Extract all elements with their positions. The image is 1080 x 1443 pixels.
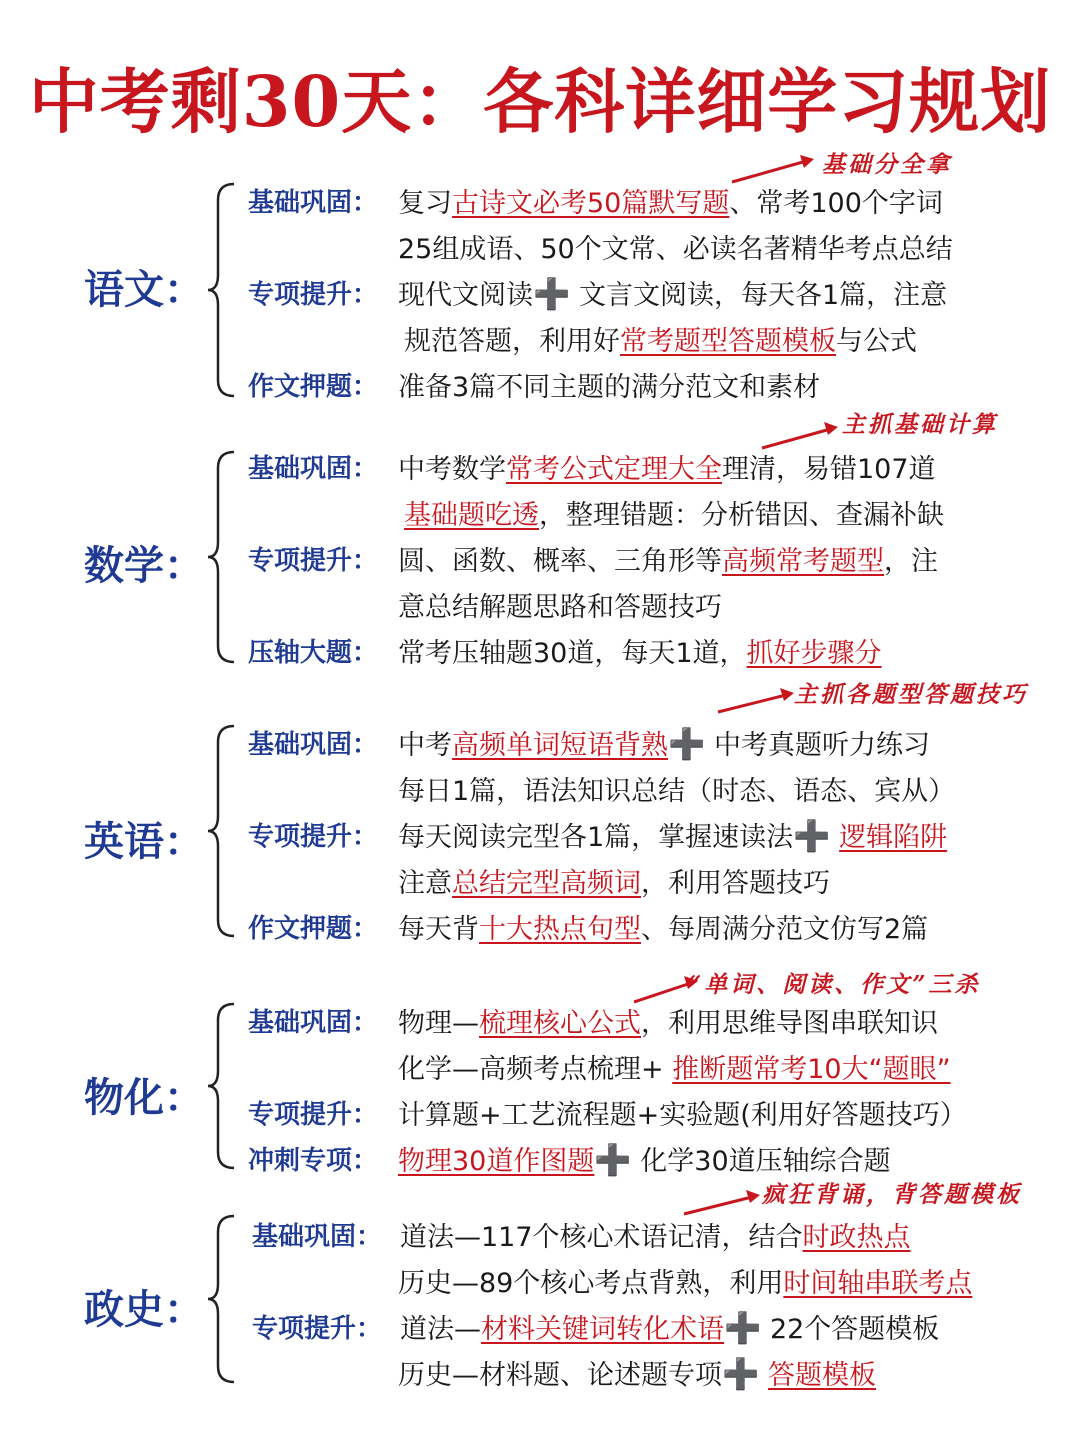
brace-polhist	[206, 1212, 238, 1386]
text-line: 复习古诗文必考50篇默写题、常考100个字词	[398, 188, 943, 219]
label-basics: 基础巩固：	[248, 1008, 379, 1038]
plus-icon: ➕	[724, 1311, 762, 1346]
subject-math: 数学：	[84, 542, 204, 589]
text-line: 中考高频单词短语背熟➕ 中考真题听力练习	[398, 727, 930, 762]
subject-chinese: 语文：	[84, 266, 204, 313]
label-basics: 基础巩固：	[252, 1222, 383, 1252]
text-line: 道法—材料关键词转化术语➕ 22个答题模板	[400, 1311, 940, 1346]
text-line: 每天阅读完型各1篇，掌握速读法➕ 逻辑陷阱	[398, 819, 948, 854]
annotation-chinese: 基础分全拿	[822, 151, 952, 178]
label-sprint: 冲刺专项：	[248, 1146, 379, 1176]
text-line: 基础题吃透，整理错题：分析错因、查漏补缺	[404, 500, 944, 531]
label-basics: 基础巩固：	[248, 188, 379, 218]
label-finale: 压轴大题：	[248, 638, 379, 668]
brace-physchem	[206, 1000, 238, 1172]
annotation-math: 主抓基础计算	[842, 411, 998, 438]
label-essay: 作文押题：	[248, 914, 379, 944]
label-special: 专项提升：	[252, 1314, 383, 1344]
text-line: 历史—材料题、论述题专项➕ 答题模板	[398, 1357, 876, 1392]
brace-math	[206, 448, 238, 666]
text-line: 圆、函数、概率、三角形等高频常考题型，注	[398, 546, 938, 577]
text-line: 每日1篇，语法知识总结（时态、语态、宾从）	[398, 776, 956, 807]
text-line: 计算题+工艺流程题+实验题(利用好答题技巧）	[398, 1100, 967, 1131]
text-line: 历史—89个核心考点背熟，利用时间轴串联考点	[398, 1268, 973, 1299]
text-line: 意总结解题思路和答题技巧	[398, 592, 722, 623]
plus-icon: ➕	[668, 727, 706, 762]
arrow-icon	[682, 1186, 766, 1218]
subject-physchem: 物化：	[84, 1074, 204, 1121]
plus-icon: ➕	[594, 1143, 632, 1178]
annotation-polhist: 疯狂背诵，背答题模板	[762, 1181, 1022, 1208]
page-title: 中考剩30天：各科详细学习规划	[28, 60, 1052, 143]
text-line: 每天背十大热点句型、每周满分范文仿写2篇	[398, 914, 929, 945]
text-line: 现代文阅读➕ 文言文阅读，每天各1篇，注意	[398, 277, 948, 312]
text-line: 常考压轴题30道，每天1道，抓好步骤分	[398, 638, 882, 669]
label-basics: 基础巩固：	[248, 730, 379, 760]
text-line: 规范答题，利用好常考题型答题模板与公式	[404, 326, 917, 357]
brace-english	[206, 722, 238, 940]
subject-english: 英语：	[84, 818, 204, 865]
arrow-icon	[716, 684, 800, 716]
text-line: 注意总结完型高频词，利用答题技巧	[398, 868, 830, 899]
label-basics: 基础巩固：	[248, 454, 379, 484]
text-line: 物理30道作图题➕ 化学30道压轴综合题	[398, 1143, 891, 1178]
text-line: 中考数学常考公式定理大全理清，易错107道	[398, 454, 936, 485]
label-special: 专项提升：	[248, 822, 379, 852]
label-special: 专项提升：	[248, 280, 379, 310]
plus-icon: ➕	[533, 277, 571, 312]
text-line: 道法—117个核心术语记清，结合时政热点	[400, 1222, 911, 1253]
label-special: 专项提升：	[248, 546, 379, 576]
text-line: 准备3篇不同主题的满分范文和素材	[398, 372, 821, 403]
annotation-english: 主抓各题型答题技巧	[794, 681, 1028, 708]
brace-chinese	[206, 180, 238, 400]
text-line: 物理—梳理核心公式，利用思维导图串联知识	[398, 1008, 938, 1039]
text-line: 化学—高频考点梳理+ 推断题常考10大“题眼”	[398, 1054, 951, 1085]
label-essay: 作文押题：	[248, 372, 379, 402]
annotation-physchem: “单词、阅读、作文”三杀	[688, 971, 981, 998]
label-special: 专项提升：	[248, 1100, 379, 1130]
plus-icon: ➕	[722, 1357, 760, 1392]
plus-icon: ➕	[793, 819, 831, 854]
text-line: 25组成语、50个文常、必读名著精华考点总结	[398, 234, 953, 265]
subject-polhist: 政史：	[84, 1286, 204, 1333]
